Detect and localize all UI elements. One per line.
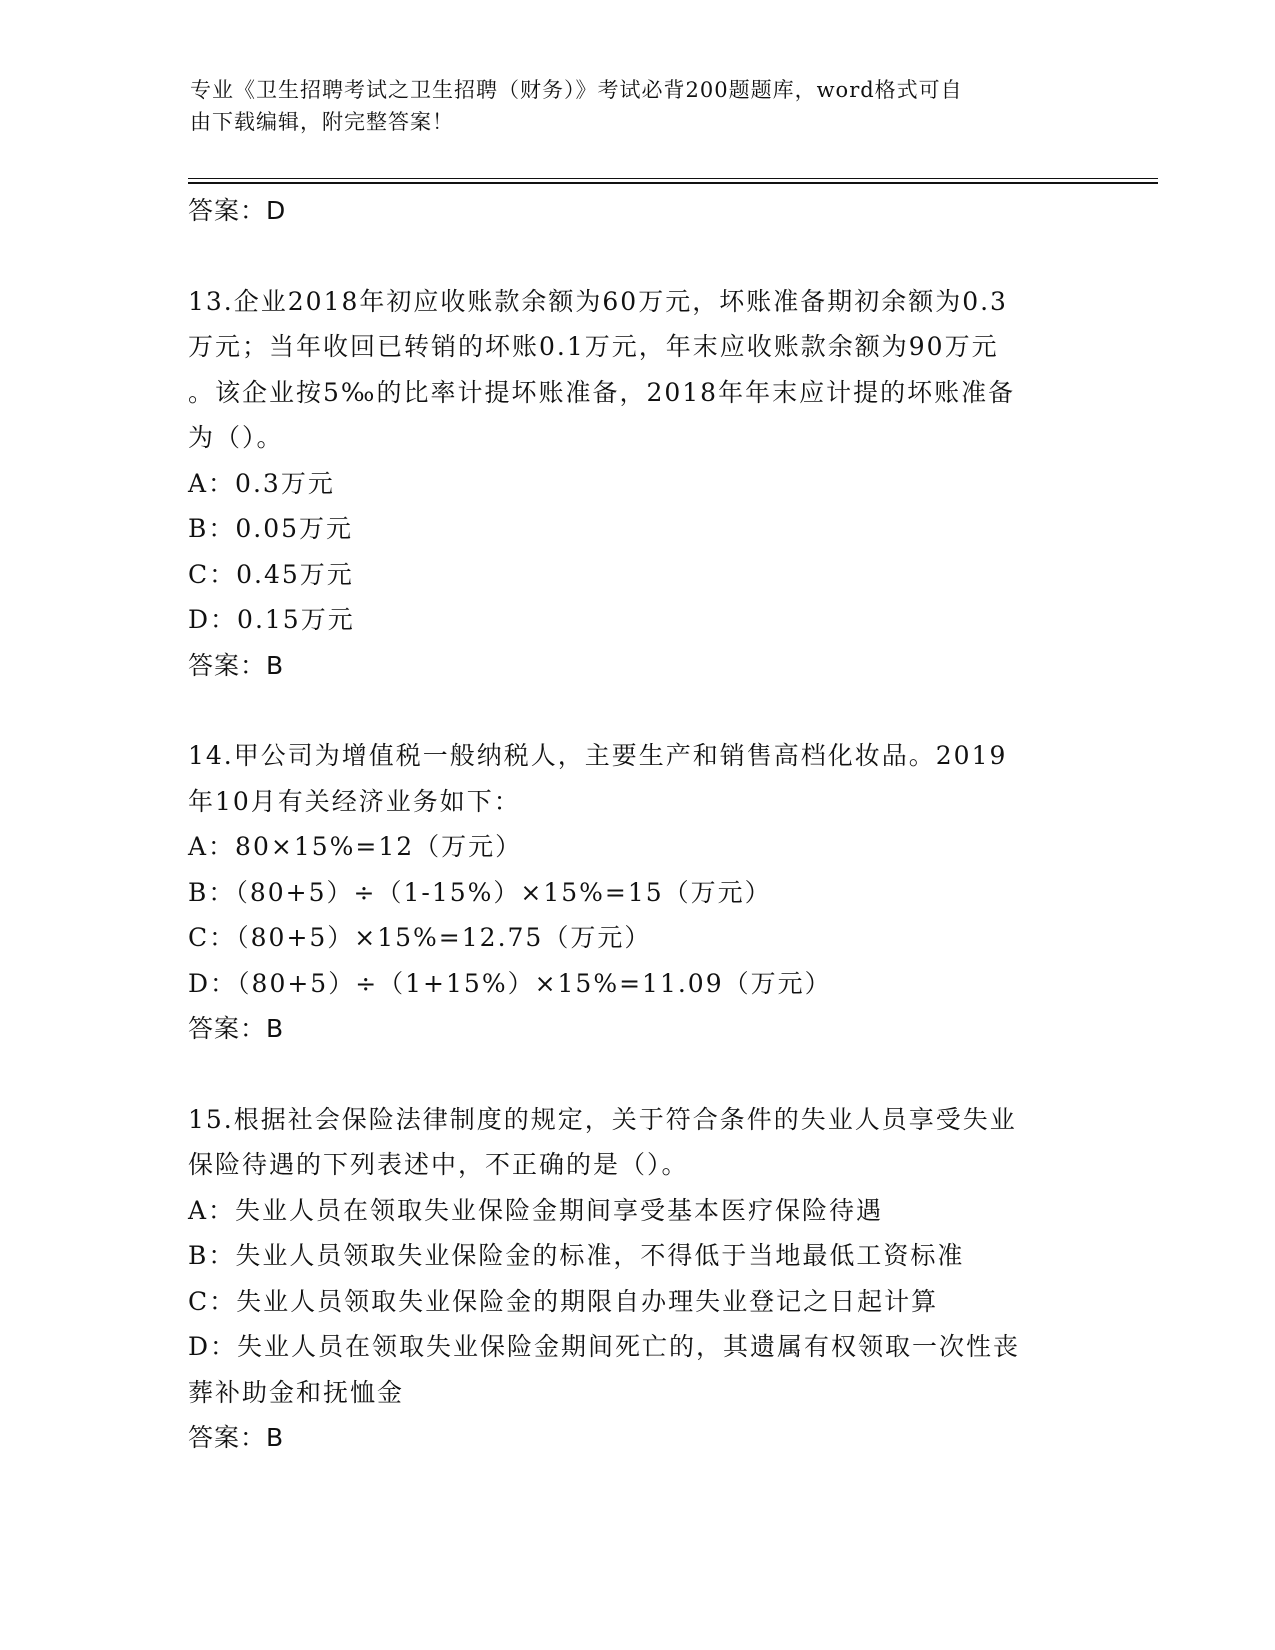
answer-line: 答案：B (188, 1014, 285, 1043)
question-stem-line: 为（）。 (188, 423, 284, 452)
option-a: A：80×15%=12（万元） (188, 832, 523, 861)
option-c: C：失业人员领取失业保险金的期限自办理失业登记之日起计算 (188, 1286, 939, 1316)
option-b: B：0.05万元 (188, 514, 354, 543)
header-line-1: 专业《卫生招聘考试之卫生招聘（财务）》考试必背200题题库，word格式可自 (190, 78, 963, 102)
header-divider (188, 178, 1158, 184)
header-line-2: 由下载编辑，附完整答案！ (190, 110, 454, 134)
option-d-continued: 葬补助金和抚恤金 (188, 1377, 405, 1407)
document-body (188, 188, 1088, 1461)
option-b: B：（80+5）÷（1-15%）×15%=15（万元） (188, 877, 772, 907)
question-stem-line: 14.甲公司为增值税一般纳税人，主要生产和销售高档化妆品。2019 (188, 741, 1008, 770)
spacer (188, 688, 1088, 733)
spacer (188, 1052, 1088, 1097)
answer-line: 答案：B (188, 1423, 285, 1452)
option-a: A：0.3万元 (188, 468, 335, 498)
spacer (188, 234, 1088, 279)
question-13 (188, 279, 1088, 689)
question-stem-line: 15.根据社会保险法律制度的规定，关于符合条件的失业人员享受失业 (188, 1104, 1017, 1134)
question-stem-line: 年10月有关经济业务如下： (188, 786, 521, 816)
option-d: D：0.15万元 (188, 605, 355, 634)
option-d: D：（80+5）÷（1+15%）×15%=11.09（万元） (188, 968, 832, 998)
question-stem-line: 万元；当年收回已转销的坏账0.1万元，年末应收账款余额为90万元 (188, 332, 999, 361)
question-14 (188, 733, 1088, 1052)
option-b: B：失业人员领取失业保险金的标准，不得低于当地最低工资标准 (188, 1241, 965, 1270)
option-a: A：失业人员在领取失业保险金期间享受基本医疗保险待遇 (188, 1195, 884, 1225)
option-d: D：失业人员在领取失业保险金期间死亡的，其遗属有权领取一次性丧 (188, 1332, 1021, 1361)
option-c: C：0.45万元 (188, 559, 354, 589)
question-stem-line: 。该企业按5‰的比率计提坏账准备，2018年年末应计提的坏账准备 (188, 377, 1016, 407)
previous-answer: 答案：D (188, 196, 287, 225)
page-header (190, 74, 1090, 138)
option-c: C：（80+5）×15%=12.75（万元） (188, 923, 652, 952)
question-stem-line: 保险待遇的下列表述中，不正确的是（）。 (188, 1150, 689, 1179)
question-15 (188, 1097, 1088, 1461)
answer-line: 答案：B (188, 650, 285, 680)
question-stem-line: 13.企业2018年初应收账款余额为60万元，坏账准备期初余额为0.3 (188, 286, 1008, 316)
